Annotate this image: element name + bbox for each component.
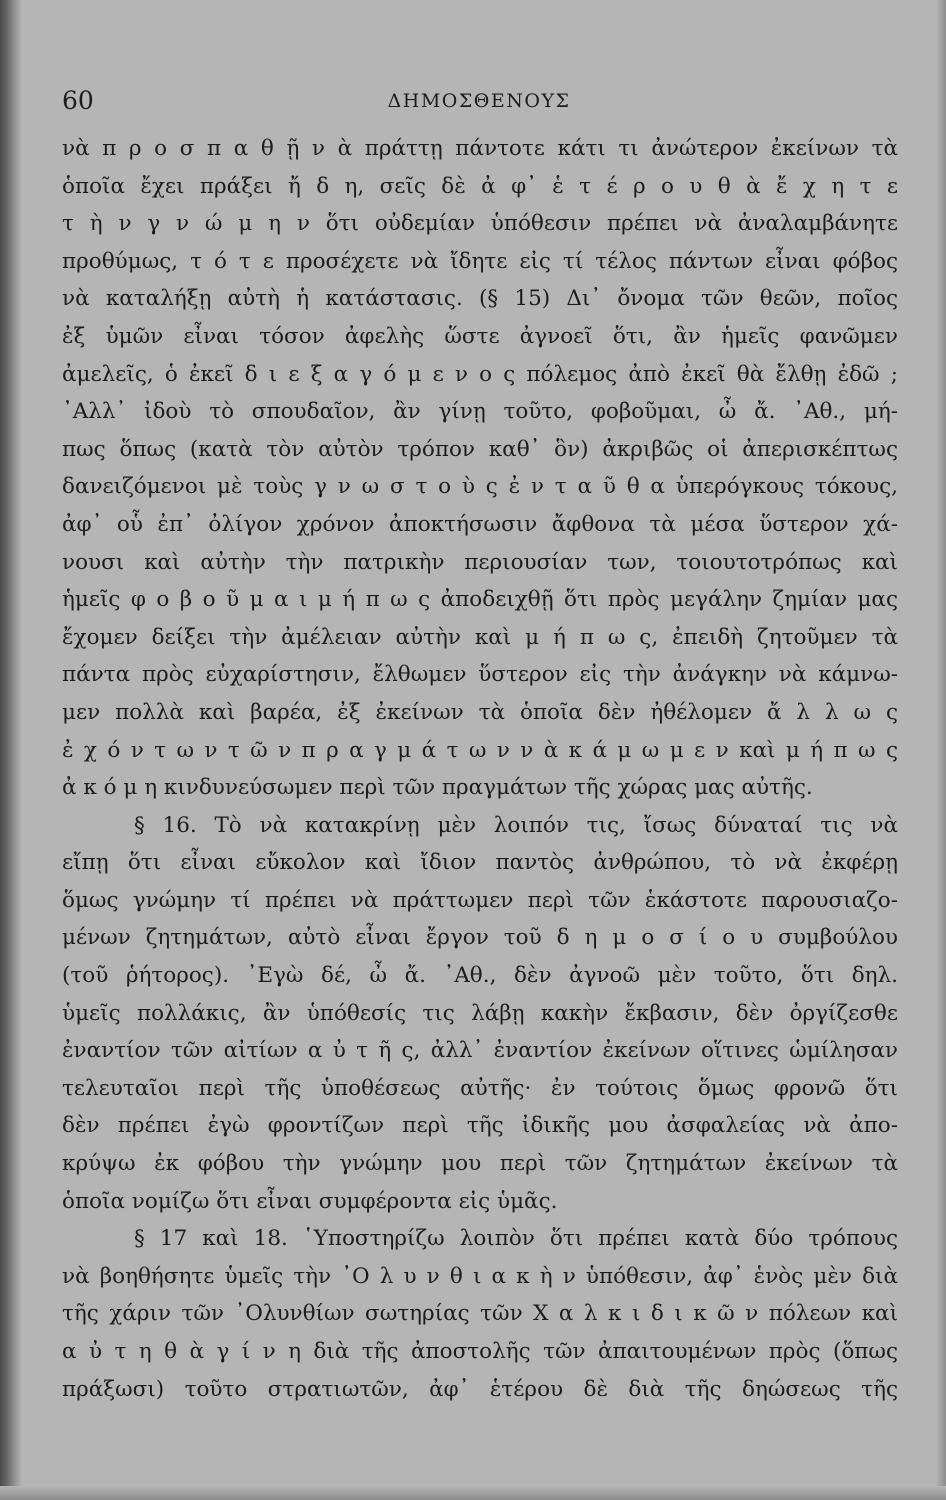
text-line: (τοῦ ῥήτορος). ᾿Εγὼ δέ, ὦ ἄ. ᾿Αθ., δὲν ἀγνοῶ μὲν τοῦτο, ὅτι δηλ. — [62, 963, 898, 989]
section-17-18-start: § 17 καὶ 18. ῾Υποστηρίζω λοιπὸν ὅτι πρέπει κατὰ δύο τρόπους — [134, 1226, 898, 1252]
text-line: ὁποῖα νομίζω ὅτι εἶναι συμφέροντα εἰς ὑμᾶς. — [62, 1188, 558, 1214]
text-line: τῆς χάριν τῶν ᾿Ολυνθίων σωτηρίας τῶν Χ α λ κ ι δ ι κ ῶ ν πόλεων καὶ — [62, 1301, 898, 1327]
text-line: πάντα πρὸς εὐχαρίστησιν, ἔλθωμεν ὕστερον εἰς τὴν ἀνάγκην νὰ κάμνω- — [62, 662, 898, 688]
text-line: ἐναντίον τῶν αἰτίων α ὐ τ ῆ ς, ἀλλ᾿ ἐναντίον ἐκείνων οἵτινες ὡμίλησαν — [62, 1038, 898, 1064]
section-16-start: § 16. Τὸ νὰ κατακρίνῃ μὲν λοιπόν τις, ἴσως δύναταί τις νὰ — [134, 812, 898, 838]
text-line: ὅμως γνώμην τί πρέπει νὰ πράττωμεν περὶ τῶν ἑκάστοτε παρουσιαζο- — [62, 887, 898, 913]
text-line: ἀ κ ό μ η κινδυνεύσωμεν περὶ τῶν πραγμάτων τῆς χώρας μας αὐτῆς. — [62, 775, 813, 801]
text-line: εἴπῃ ὅτι εἶναι εὔκολον καὶ ἴδιον παντὸς ἀνθρώπου, τὸ νὰ ἐκφέρῃ — [62, 850, 898, 876]
text-line: νὰ βοηθήσητε ὑμεῖς τὴν ᾿Ο λ υ ν θ ι α κ ὴ ν ὑπόθεσιν, ἀφ᾿ ἑνὸς μὲν διὰ — [62, 1263, 898, 1289]
text-line: ἐ χ ό ν τ ω ν τ ῶ ν π ρ α γ μ ά τ ω ν ν ὰ κ ά μ ω μ ε ν καὶ μ ή π ω ς — [62, 737, 898, 763]
text-line: πράξωσι) τοῦτο στρατιωτῶν, ἀφ᾿ ἑτέρου δὲ διὰ τῆς δηώσεως τῆς — [62, 1376, 898, 1402]
page-header — [62, 86, 896, 120]
page-right-edge — [936, 0, 946, 1500]
text-line: ἡμεῖς φ ο β ο ῦ μ α ι μ ή π ω ς ἀποδειχθῇ ὅτι πρὸς μεγάλην ζημίαν μας — [62, 587, 898, 613]
text-line: κρύψω ἐκ φόβου τὴν γνώμην μου περὶ τῶν ζητημάτων ἐκείνων τὰ — [62, 1151, 898, 1177]
page-number: 60 — [62, 86, 94, 115]
text-line: ἐξ ὑμῶν εἶναι τόσον ἀφελὴς ὥστε ἀγνοεῖ ὅτι, ἂν ἡμεῖς φανῶμεν — [62, 323, 898, 349]
text-line: προθύμως, τ ό τ ε προσέχετε νὰ ἴδητε εἰς τί τέλος πάντων εἶναι φόβος — [62, 248, 898, 274]
text-line: ἀφ᾿ οὗ ἐπ᾿ ὀλίγον χρόνον ἀποκτήσωσιν ἄφθονα τὰ μέσα ὕστερον χά- — [62, 511, 898, 537]
text-line: μένων ζητημάτων, αὐτὸ εἶναι ἔργον τοῦ δ η μ ο σ ί ο υ συμβούλου — [62, 925, 898, 951]
text-line: δανειζόμενοι μὲ τοὺς γ ν ω σ τ ο ὺ ς ἐ ν τ α ῦ θ α ὑπερόγκους τόκους, — [62, 474, 898, 500]
body-text — [62, 130, 898, 1408]
text-line: ἀμελεῖς, ὁ ἐκεῖ δ ι ε ξ α γ ό μ ε ν ο ς πόλεμος ἀπὸ ἐκεῖ θὰ ἔλθῃ ἐδῶ ; — [62, 361, 898, 387]
running-head: ΔΗΜΟΣΘΕΝΟΥΣ — [387, 90, 571, 112]
page-gutter-shadow — [0, 0, 22, 1500]
text-line: ὑμεῖς πολλάκις, ἂν ὑπόθεσίς τις λάβῃ κακὴν ἔκβασιν, δὲν ὀργίζεσθε — [62, 1000, 898, 1026]
text-line: ἔχομεν δείξει τὴν ἀμέλειαν αὐτὴν καὶ μ ή π ω ς, ἐπειδὴ ζητοῦμεν τὰ — [62, 624, 898, 650]
text-line: δὲν πρέπει ἐγὼ φροντίζων περὶ τῆς ἰδικῆς μου ἀσφαλείας νὰ ἀπο- — [62, 1113, 898, 1139]
text-line: ὁποῖα ἔχει πράξει ἤ δ η, σεῖς δὲ ἀ φ᾿ ἑ τ έ ρ ο υ θ ὰ ἔ χ η τ ε — [62, 173, 898, 199]
text-line: νὰ καταλήξῃ αὐτὴ ἡ κατάστασις. (§ 15) Δι᾿ ὄνομα τῶν θεῶν, ποῖος — [62, 286, 898, 312]
text-line: τελευταῖοι περὶ τῆς ὑποθέσεως αὐτῆς· ἐν τούτοις ὅμως φρονῶ ὅτι — [62, 1075, 898, 1101]
text-line: ᾿Αλλ᾿ ἰδοὺ τὸ σπουδαῖον, ἂν γίνῃ τοῦτο, φοβοῦμαι, ὦ ἄ. ᾿Αθ., μή- — [62, 399, 898, 425]
text-line: νουσι καὶ αὐτὴν τὴν πατρικὴν περιουσίαν των, τοιουτοτρόπως καὶ — [62, 549, 898, 575]
page-bottom-edge — [0, 1486, 946, 1500]
text-line: πως ὅπως (κατὰ τὸν αὐτὸν τρόπον καθ᾿ ὃν) ἀκριβῶς οἱ ἀπερισκέπτως — [62, 436, 898, 462]
text-line: νὰ π ρ ο σ π α θ ῇ ν ὰ πράττῃ πάντοτε κάτι τι ἀνώτερον ἐκείνων τὰ — [62, 136, 898, 161]
text-line: α ὐ τ η θ ὰ γ ί ν η διὰ τῆς ἀποστολῆς τῶν ἀπαιτουμένων πρὸς (ὅπως — [62, 1339, 898, 1364]
text-line: τ ὴ ν γ ν ώ μ η ν ὅτι οὐδεμίαν ὑπόθεσιν πρέπει νὰ ἀναλαμβάνητε — [62, 211, 898, 237]
text-line: μεν πολλὰ καὶ βαρέα, ἐξ ἐκείνων τὰ ὁποῖα δὲν ἠθέλομεν ἄ λ λ ω ς — [62, 699, 898, 725]
